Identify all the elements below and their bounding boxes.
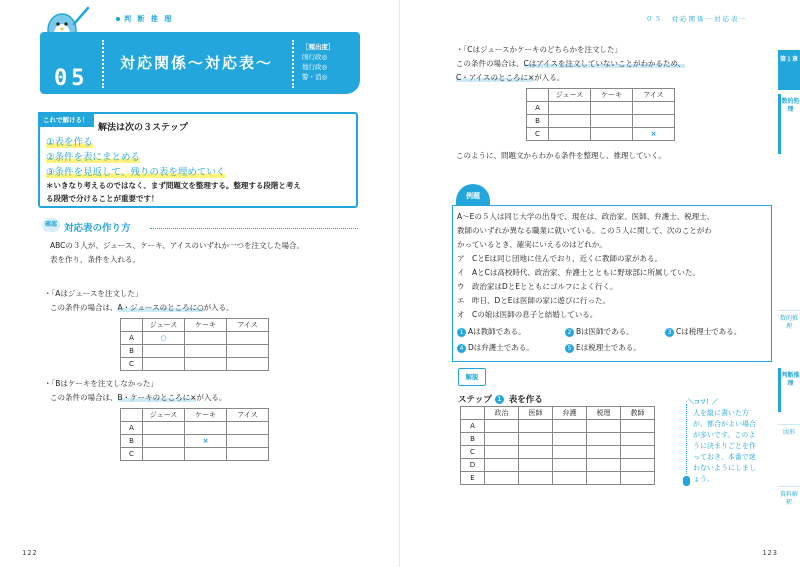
tab-chapter[interactable]: 第１章 — [778, 50, 800, 90]
condition-explain: この条件の場合は、Cはアイスを注文していないことがわかるため、 — [456, 59, 686, 68]
step-item: ②条件を表にまとめる — [46, 152, 141, 163]
example-line: ア CとEは同じ団地に住んでおり、近くに教師の家がある。 — [457, 254, 662, 263]
tab-data-interpretation[interactable]: 資料解釈 — [778, 486, 800, 530]
example-box — [452, 205, 772, 362]
table-condition2: ジュース ケーキ アイス A B × C — [120, 408, 269, 461]
running-head: ０５ 対応関係－対応表－ — [646, 15, 748, 23]
answer-option[interactable]: 4 Dは弁護士である。 — [457, 342, 534, 354]
tab-figures[interactable]: 図形 — [778, 424, 800, 460]
tab-chapter-name[interactable]: 数的処理 — [778, 94, 800, 154]
condition-quote: ・「Bはケーキを注文しなかった」 — [44, 379, 158, 388]
example-line: かっているとき、確実にいえるのはどれか。 — [457, 240, 607, 249]
cross-mark: × — [185, 435, 227, 448]
pin-icon — [683, 476, 690, 486]
steps-box — [38, 112, 358, 208]
answer-option[interactable]: 2 Bは医師である。 — [565, 326, 634, 338]
example-line: エ 昨日、DとEは医師の家に遊びに行った。 — [457, 296, 611, 305]
chapter-number: 05 — [54, 66, 89, 91]
frequency-box — [302, 42, 335, 82]
page-number: 122 — [22, 549, 38, 557]
banner-divider — [102, 40, 104, 88]
frequency-item: 国行政◎ — [302, 53, 328, 61]
tab-judgment-reasoning[interactable]: 判断推理 — [778, 368, 800, 412]
right-page — [400, 0, 800, 567]
chapter-title: 対応関係～対応表～ — [120, 54, 274, 72]
example-line: 教師のいずれか異なる職業に就いている。この５人に関して、次のことがわ — [457, 226, 712, 235]
banner-divider — [292, 40, 294, 88]
subsection-rule — [150, 228, 358, 229]
answer-option[interactable]: 5 Eは税理士である。 — [565, 342, 641, 354]
page-number: 123 — [762, 549, 778, 557]
condition-quote: ・「Cはジュースかケーキのどちらかを注文した」 — [456, 45, 622, 54]
subsection-title: 対応表の作り方 — [64, 223, 131, 234]
intro-text: 表を作り、条件を入れる。 — [50, 255, 140, 264]
chapter-banner — [40, 32, 360, 94]
answer-option[interactable]: 3 Cは税理士である。 — [665, 326, 741, 338]
section-label: 判 断 推 理 — [116, 14, 173, 24]
frequency-item: 警・消◎ — [302, 73, 328, 81]
steps-tag: これで解ける！ — [38, 112, 94, 127]
step-item: ③条件を見返して、残りの表を埋めていく — [46, 167, 226, 178]
example-line: オ Cの娘は医師の息子と結婚している。 — [457, 310, 598, 319]
example-line: イ AとCは高校時代、政治家、弁護士とともに野球部に所属していた。 — [457, 268, 700, 277]
steps-heading: 解法は次の３ステップ — [98, 123, 188, 133]
table-condition1: ジュース ケーキ アイス A ○ B C — [120, 318, 269, 371]
tip-text: 人を縦に書いた方が、都合がよい場合が多いです。このように決まりごとを作っておき、本番で迷わないようにしましょう。 — [693, 409, 756, 483]
frequency-item: 地行政◎ — [302, 63, 328, 71]
confirm-icon: 確認 — [42, 218, 60, 232]
condition-explain: この条件の場合は、B・ケーキのところに×が入る。 — [50, 393, 227, 402]
example-line: A～Eの５人は同じ大学の出身で、現在は、政治家、医師、弁護士、税理士、 — [457, 212, 715, 221]
condition-explain: C・アイスのところに×が入る。 — [456, 73, 565, 82]
condition-quote: ・「Aはジュースを注文した」 — [44, 289, 143, 298]
example-tag: 例題 — [456, 184, 490, 206]
summary-text: このように、問題文からわかる条件を整理し、推理していく。 — [456, 151, 666, 160]
tip-rule — [686, 404, 687, 474]
intro-text: ABCの３人が、ジュース、ケーキ、アイスのいずれか一つを注文した場合。 — [50, 241, 305, 250]
tip-heading: ＼コツ！／ — [688, 399, 719, 406]
table-professions: 政治 医師 弁護 税理 教師 A B C D E — [460, 406, 655, 485]
step-heading: ステップ 1 表を作る — [458, 395, 543, 405]
answer-option[interactable]: 1 Aは教師である。 — [457, 326, 526, 338]
steps-note: ＊いきなり考えるのではなく、まず問題文を整理する。整理する段階と考え る段階で分けることが重要です！ — [46, 181, 301, 203]
example-line: ウ 政治家はDとEとともにゴルフによく行く。 — [457, 282, 618, 291]
cross-mark: × — [633, 128, 675, 141]
tab-numerical-reasoning[interactable]: 数的推理 — [778, 310, 800, 354]
condition-explain: この条件の場合は、A・ジュースのところに○が入る。 — [50, 303, 234, 312]
circle-mark: ○ — [143, 332, 185, 345]
table-condition3: ジュース ケーキ アイス A B C × — [526, 88, 675, 141]
frequency-heading: ［頻出度］ — [302, 43, 335, 51]
explanation-tag: 解説 — [458, 368, 486, 386]
step-item: ①表を作る — [46, 137, 93, 148]
